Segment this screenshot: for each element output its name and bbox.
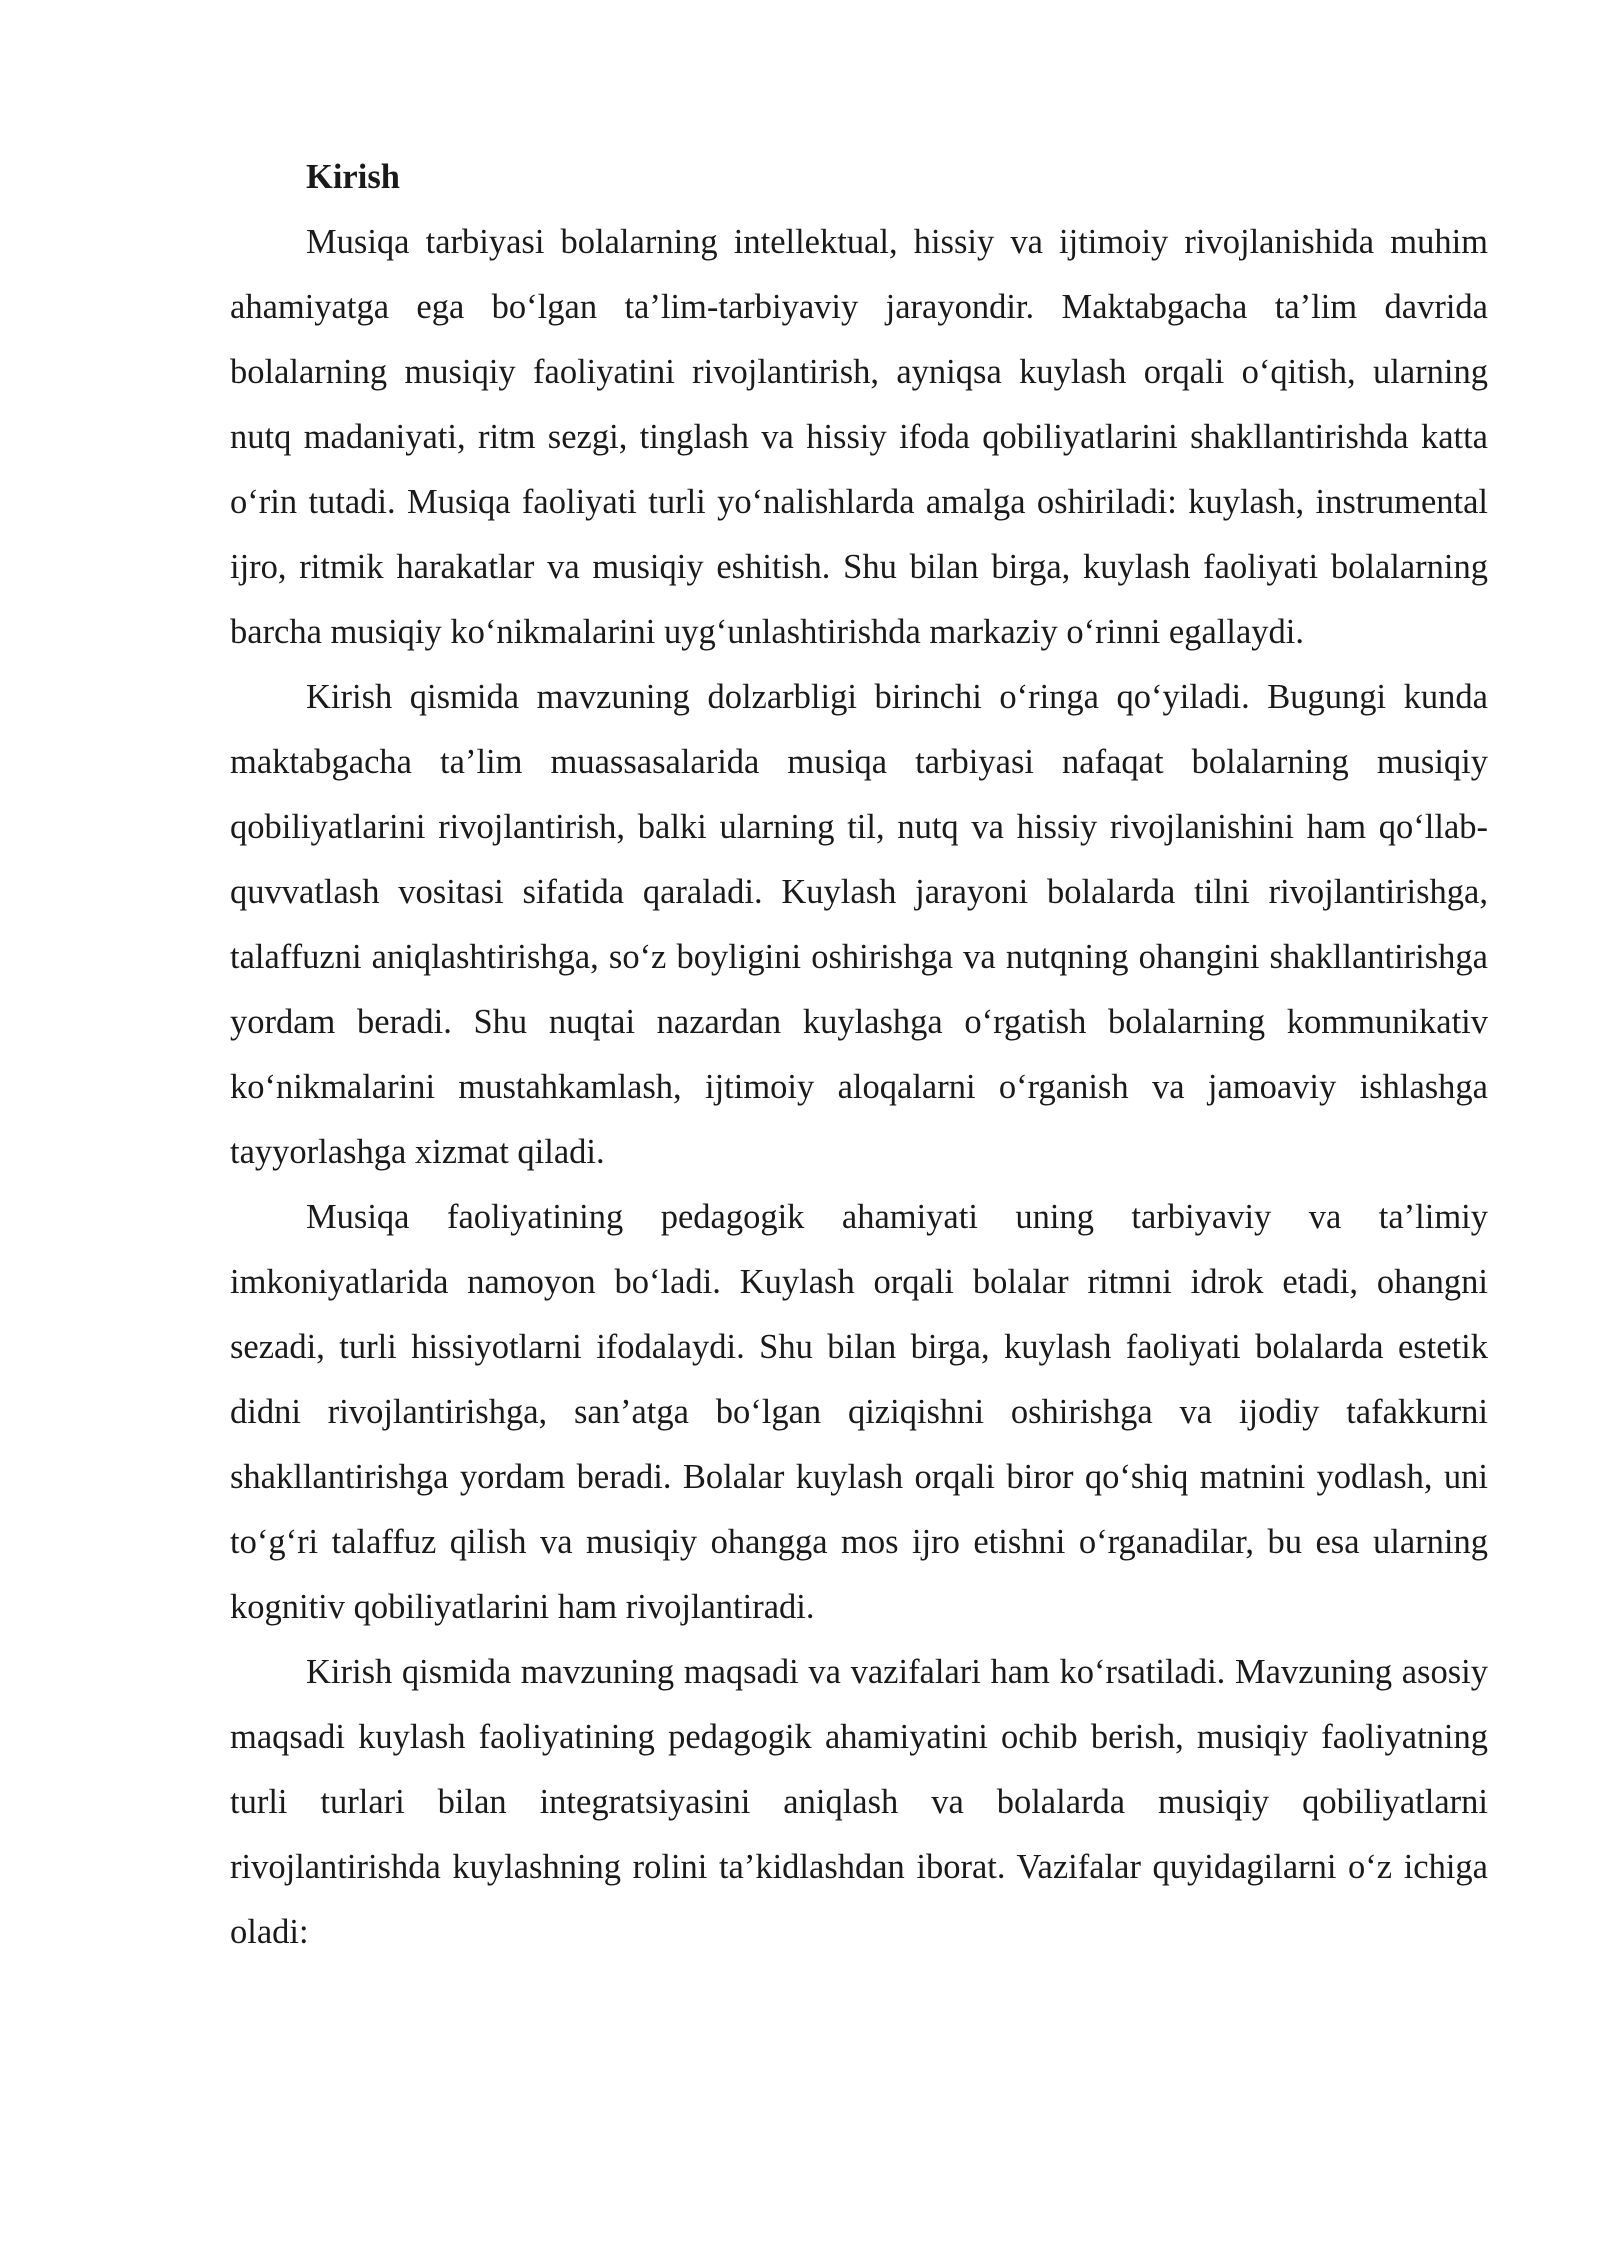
paragraph-2: Kirish qismida mavzuning dolzarbligi birinchi o‘ringa qo‘yiladi. Bugungi kunda maktabgacha ta’lim muassasalarida musiqa tarbiyasi nafaqat bolalarning musiqiy qobiliyatlarini rivojlantirish, balki ularning til, nutq va hissiy rivojlanishini ham qo‘llab-quvvatlash vositasi sifatida qaraladi. Kuylash jarayoni bolalarda tilni rivojlantirishga, talaffuzni aniqlashtirishga, so‘z boyligini oshirishga va nutqning ohangini shakllantirishga yordam beradi. Shu nuqtai nazardan kuylashga o‘rgatish bolalarning kommunikativ ko‘nikmalarini mustahkamlash, ijtimoiy aloqalarni o‘rganish va jamoaviy ishlashga tayyorlashga xizmat qiladi.	[230, 678, 1488, 1171]
paragraph-4: Kirish qismida mavzuning maqsadi va vazifalari ham ko‘rsatiladi. Mavzuning asosiy maqsadi kuylash faoliyatining pedagogik ahamiyatini ochib berish, musiqiy faoliyatning turli turlari bilan integratsiyasini aniqlash va bolalarda musiqiy qobiliyatlarni rivojlantirishda kuylashning rolini ta’kidlashdan iborat. Vazifalar quyidagilarni o‘z ichiga oladi:	[230, 1653, 1488, 1951]
paragraph-3: Musiqa faoliyatining pedagogik ahamiyati uning tarbiyaviy va ta’limiy imkoniyatlarida namoyon bo‘ladi. Kuylash orqali bolalar ritmni idrok etadi, ohangni sezadi, turli hissiyotlarni ifodalaydi. Shu bilan birga, kuylash faoliyati bolalarda estetik didni rivojlantirishga, san’atga bo‘lgan qiziqishni oshirishga va ijodiy tafakkurni shakllantirishga yordam beradi. Bolalar kuylash orqali biror qo‘shiq matnini yodlash, uni to‘g‘ri talaffuz qilish va musiqiy ohangga mos ijro etishni o‘rganadilar, bu esa ularning kognitiv qobiliyatlarini ham rivojlantiradi.	[230, 1198, 1488, 1626]
paragraph-1: Musiqa tarbiyasi bolalarning intellektual, hissiy va ijtimoiy rivojlanishida muhim ahamiyatga ega bo‘lgan ta’lim-tarbiyaviy jarayondir. Maktabgacha ta’lim davrida bolalarning musiqiy faoliyatini rivojlantirish, ayniqsa kuylash orqali o‘qitish, ularning nutq madaniyati, ritm sezgi, tinglash va hissiy ifoda qobiliyatlarini shakllantirishda katta o‘rin tutadi. Musiqa faoliyati turli yo‘nalishlarda amalga oshiriladi: kuylash, instrumental ijro, ritmik harakatlar va musiqiy eshitish. Shu bilan birga, kuylash faoliyati bolalarning barcha musiqiy ko‘nikmalarini uyg‘unlashtirishda markaziy o‘rinni egallaydi.	[230, 223, 1488, 651]
section-heading: Kirish	[306, 158, 400, 196]
document-body	[230, 145, 1488, 1965]
